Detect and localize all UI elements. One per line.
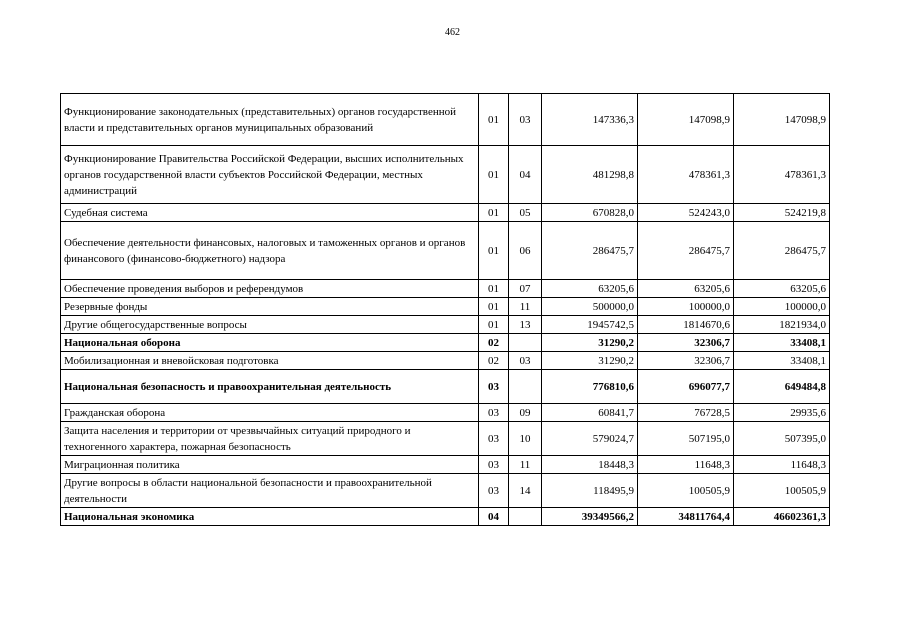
table-row: [61, 404, 830, 422]
row-value-3: 507395,0: [734, 422, 830, 456]
row-name: Обеспечение проведения выборов и референдумов: [61, 280, 479, 298]
row-value-1: 776810,6: [542, 370, 638, 404]
row-value-2: 147098,9: [638, 94, 734, 146]
row-value-1: 500000,0: [542, 298, 638, 316]
row-value-3: 147098,9: [734, 94, 830, 146]
row-subsection-code: 14: [509, 474, 542, 508]
table-row: [61, 204, 830, 222]
row-value-2: 76728,5: [638, 404, 734, 422]
row-value-3: 33408,1: [734, 352, 830, 370]
row-value-3: 29935,6: [734, 404, 830, 422]
table-row: [61, 298, 830, 316]
row-value-1: 286475,7: [542, 222, 638, 280]
row-value-3: 524219,8: [734, 204, 830, 222]
row-value-2: 32306,7: [638, 334, 734, 352]
row-name: Функционирование Правительства Российской Федерации, высших исполнительных органов государственной власти субъектов Российской Федерации, местных администраций: [61, 146, 479, 204]
table-row: [61, 474, 830, 508]
table-row: [61, 370, 830, 404]
row-subsection-code: 06: [509, 222, 542, 280]
row-subsection-code: 04: [509, 146, 542, 204]
row-value-3: 63205,6: [734, 280, 830, 298]
table-row: [61, 146, 830, 204]
row-section-code: 01: [479, 222, 509, 280]
row-value-2: 286475,7: [638, 222, 734, 280]
row-section-code: 01: [479, 204, 509, 222]
row-subsection-code: 03: [509, 352, 542, 370]
row-value-3: 11648,3: [734, 456, 830, 474]
row-value-2: 524243,0: [638, 204, 734, 222]
row-subsection-code: 13: [509, 316, 542, 334]
row-subsection-code: 11: [509, 298, 542, 316]
row-value-2: 11648,3: [638, 456, 734, 474]
row-value-3: 286475,7: [734, 222, 830, 280]
row-value-2: 100000,0: [638, 298, 734, 316]
row-value-1: 118495,9: [542, 474, 638, 508]
row-value-3: 649484,8: [734, 370, 830, 404]
row-section-code: 03: [479, 404, 509, 422]
row-value-3: 100000,0: [734, 298, 830, 316]
table-row: [61, 222, 830, 280]
row-name: Мобилизационная и вневойсковая подготовка: [61, 352, 479, 370]
row-name: Национальная оборона: [61, 334, 479, 352]
row-value-2: 478361,3: [638, 146, 734, 204]
row-name: Другие вопросы в области национальной безопасности и правоохранительной деятельности: [61, 474, 479, 508]
row-value-3: 1821934,0: [734, 316, 830, 334]
table-row: [61, 456, 830, 474]
row-name: Обеспечение деятельности финансовых, налоговых и таможенных органов и органов финансового (финансово-бюджетного) надзора: [61, 222, 479, 280]
row-name: Гражданская оборона: [61, 404, 479, 422]
table-row: [61, 316, 830, 334]
row-value-1: 39349566,2: [542, 508, 638, 526]
table-row: [61, 94, 830, 146]
table-row: [61, 508, 830, 526]
row-subsection-code: 07: [509, 280, 542, 298]
row-value-1: 481298,8: [542, 146, 638, 204]
row-value-1: 31290,2: [542, 352, 638, 370]
row-section-code: 04: [479, 508, 509, 526]
row-value-3: 33408,1: [734, 334, 830, 352]
row-value-2: 1814670,6: [638, 316, 734, 334]
row-subsection-code: 10: [509, 422, 542, 456]
table-row: [61, 352, 830, 370]
row-value-2: 63205,6: [638, 280, 734, 298]
row-subsection-code: 09: [509, 404, 542, 422]
row-value-1: 60841,7: [542, 404, 638, 422]
row-name: Судебная система: [61, 204, 479, 222]
row-section-code: 03: [479, 456, 509, 474]
row-value-1: 18448,3: [542, 456, 638, 474]
row-value-1: 31290,2: [542, 334, 638, 352]
row-subsection-code: 05: [509, 204, 542, 222]
row-subsection-code: 11: [509, 456, 542, 474]
row-section-code: 02: [479, 352, 509, 370]
row-subsection-code: [509, 370, 542, 404]
row-value-1: 1945742,5: [542, 316, 638, 334]
row-section-code: 03: [479, 370, 509, 404]
row-section-code: 01: [479, 280, 509, 298]
row-subsection-code: [509, 508, 542, 526]
table-row: [61, 280, 830, 298]
table-body: [61, 94, 830, 526]
row-section-code: 02: [479, 334, 509, 352]
row-value-3: 46602361,3: [734, 508, 830, 526]
row-name: Миграционная политика: [61, 456, 479, 474]
row-name: Резервные фонды: [61, 298, 479, 316]
row-value-2: 507195,0: [638, 422, 734, 456]
row-value-3: 478361,3: [734, 146, 830, 204]
row-section-code: 01: [479, 94, 509, 146]
row-section-code: 03: [479, 422, 509, 456]
row-value-2: 34811764,4: [638, 508, 734, 526]
row-value-3: 100505,9: [734, 474, 830, 508]
row-value-1: 147336,3: [542, 94, 638, 146]
row-name: Другие общегосударственные вопросы: [61, 316, 479, 334]
row-section-code: 01: [479, 298, 509, 316]
row-section-code: 01: [479, 146, 509, 204]
row-name: Национальная экономика: [61, 508, 479, 526]
row-value-2: 100505,9: [638, 474, 734, 508]
row-value-1: 63205,6: [542, 280, 638, 298]
row-value-1: 670828,0: [542, 204, 638, 222]
table-row: [61, 334, 830, 352]
budget-table: [60, 93, 830, 526]
row-name: Функционирование законодательных (представительных) органов государственной власти и представительных органов муниципальных образований: [61, 94, 479, 146]
table-row: [61, 422, 830, 456]
row-subsection-code: 03: [509, 94, 542, 146]
row-value-1: 579024,7: [542, 422, 638, 456]
row-value-2: 696077,7: [638, 370, 734, 404]
page-number: 462: [445, 27, 460, 38]
row-name: Национальная безопасность и правоохранительная деятельность: [61, 370, 479, 404]
row-section-code: 01: [479, 316, 509, 334]
row-value-2: 32306,7: [638, 352, 734, 370]
row-section-code: 03: [479, 474, 509, 508]
row-subsection-code: [509, 334, 542, 352]
row-name: Защита населения и территории от чрезвычайных ситуаций природного и техногенного характера, пожарная безопасность: [61, 422, 479, 456]
